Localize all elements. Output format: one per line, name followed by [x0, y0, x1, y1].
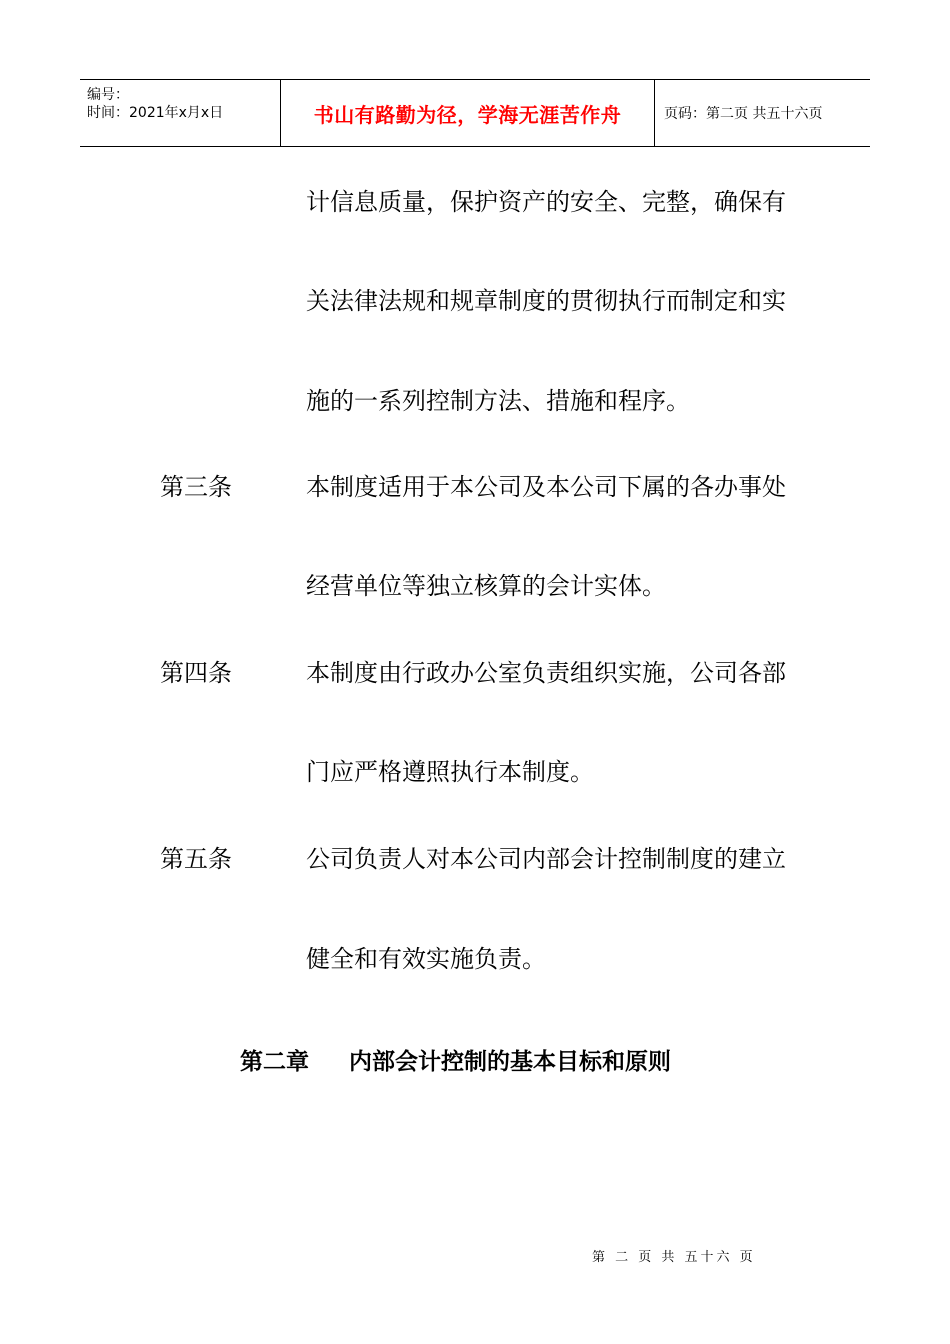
- article-label-4: 第四条: [160, 659, 232, 687]
- doc-number-label: 编号：: [87, 87, 129, 103]
- header-page-cell: [655, 80, 870, 146]
- article-label-3: 第三条: [160, 473, 232, 501]
- article-label-5: 第五条: [160, 845, 232, 873]
- chapter-number: 第二章: [240, 1049, 309, 1075]
- header-motto-cell: [281, 80, 655, 146]
- body-line: 经营单位等独立核算的会计实体。: [306, 572, 666, 600]
- chapter-heading: [240, 1047, 671, 1077]
- page-footer: 第 二 页 共 五十六 页: [592, 1250, 756, 1265]
- chapter-title: 内部会计控制的基本目标和原则: [349, 1049, 671, 1075]
- body-line: 施的一系列控制方法、措施和程序。: [306, 387, 690, 415]
- body-line: 关法律法规和规章制度的贯彻执行而制定和实: [306, 287, 786, 315]
- body-line: 本制度由行政办公室负责组织实施，公司各部: [306, 659, 786, 687]
- page-header: [80, 79, 870, 147]
- header-motto: 书山有路勤为径，学海无涯苦作舟: [313, 102, 622, 127]
- header-page-label: 页码：第二页 共五十六页: [664, 106, 823, 122]
- doc-time-label: 时间：2021年x月x日: [87, 105, 224, 121]
- body-line: 健全和有效实施负责。: [306, 945, 546, 973]
- header-meta-cell: [80, 80, 281, 146]
- body-line: 公司负责人对本公司内部会计控制制度的建立: [306, 845, 786, 873]
- body-line: 计信息质量，保护资产的安全、完整，确保有: [306, 188, 786, 216]
- body-line: 门应严格遵照执行本制度。: [306, 758, 594, 786]
- body-line: 本制度适用于本公司及本公司下属的各办事处: [306, 473, 786, 501]
